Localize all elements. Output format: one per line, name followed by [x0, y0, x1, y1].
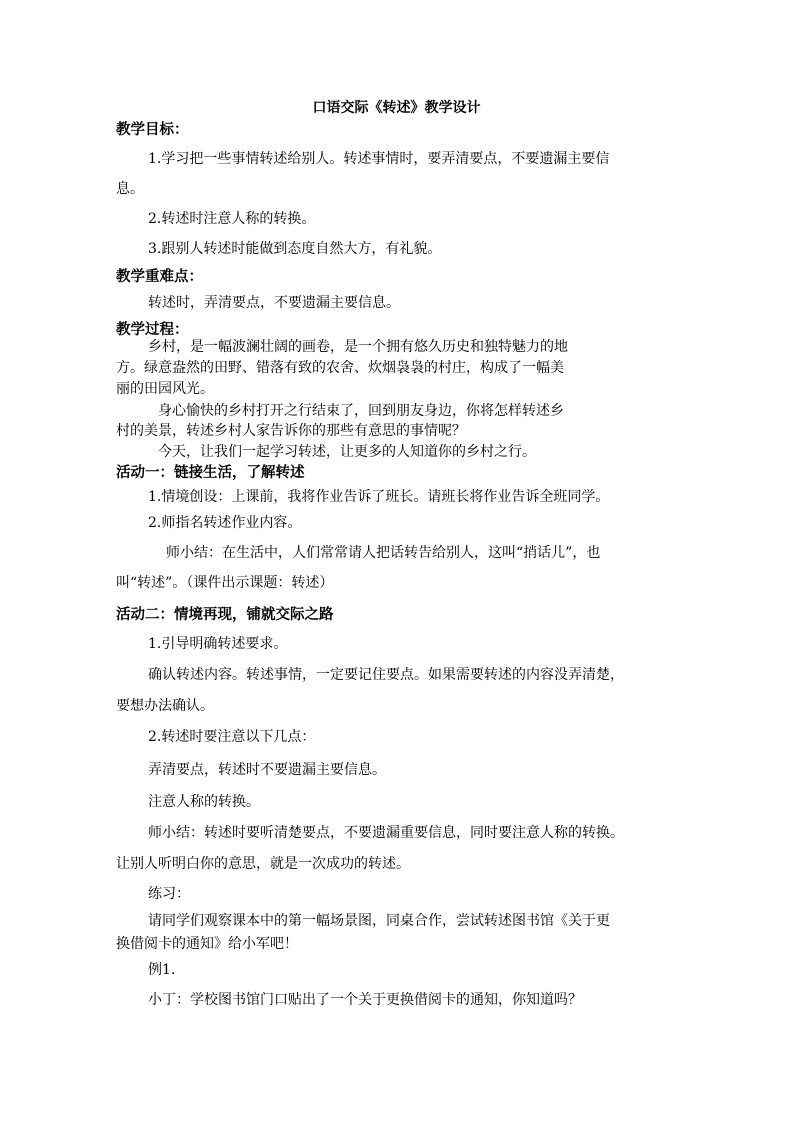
goal-2: 2.转述时注意人称的转换。	[148, 211, 316, 227]
key-points-text: 转述时，弄清要点，不要遗漏主要信息。	[148, 295, 400, 311]
intro-1-line-1: 乡村，是一幅波澜壮阔的画卷，是一个拥有悠久历史和独特魅力的地	[148, 339, 568, 355]
goal-1-line-1: 1.学习把一些事情转述给别人。转述事情时，要弄清要点，不要遗漏主要信	[148, 151, 610, 167]
goal-1-line-2: 息。	[116, 181, 144, 197]
document-title: 口语交际《转述》教学设计	[312, 100, 481, 116]
practice-text-line-2: 换借阅卡的通知》给小军吧！	[116, 936, 298, 952]
practice-label: 练习：	[148, 886, 190, 902]
activity-1-step-1: 1.情境创设：上课前，我将作业告诉了班长。请班长将作业告诉全班同学。	[148, 489, 610, 505]
activity-2-step-1: 1.引导明确转述要求。	[148, 636, 288, 652]
activity-2-point-1: 弄清要点，转述时不要遗漏主要信息。	[148, 762, 386, 778]
activity-2-step-2: 2.转述时要注意以下几点：	[148, 729, 316, 745]
goal-3: 3.跟别人转述时能做到态度自然大方，有礼貌。	[148, 241, 442, 257]
intro-3: 今天，让我们一起学习转述，让更多的人知道你的乡村之行。	[158, 444, 536, 460]
section-heading-goals: 教学目标：	[116, 122, 189, 138]
intro-2-line-2: 村的美景，转述乡村人家告诉你的那些有意思的事情呢？	[116, 423, 466, 439]
activity-2-summary-line-2: 让别人听明白你的意思，就是一次成功的转述。	[116, 856, 410, 872]
activity-1-summary-line-1: 师小结：在生活中，人们常常请人把话转告给别人，这叫“捎话儿”，也	[166, 545, 601, 561]
activity-2-point-2: 注意人称的转换。	[148, 794, 260, 810]
example-label: 例1.	[148, 962, 176, 978]
intro-2-line-1: 身心愉快的乡村打开之行结束了，回到朋友身边，你将怎样转述乡	[158, 403, 564, 419]
intro-1-line-2: 方。绿意盎然的田野、错落有致的农舍、炊烟袅袅的村庄，构成了一幅美	[116, 360, 564, 376]
dialog-line-1: 小丁：学校图书馆门口贴出了一个关于更换借阅卡的通知，你知道吗？	[148, 992, 582, 1008]
intro-1-line-3: 丽的田园风光。	[116, 381, 214, 397]
activity-1-summary-line-2: 叫“转述”。（课件出示课题：转述）	[116, 575, 334, 591]
activity-2-confirm-line-1: 确认转述内容。转述事情，一定要记住要点。如果需要转述的内容没弄清楚，	[148, 667, 624, 683]
practice-text-line-1: 请同学们观察课本中的第一幅场景图，同桌合作，尝试转述图书馆《关于更	[148, 913, 610, 929]
activity-2-summary-line-1: 师小结：转述时要听清楚要点，不要遗漏重要信息，同时要注意人称的转换。	[148, 825, 624, 841]
section-heading-key-points: 教学重难点：	[116, 269, 203, 285]
section-heading-process: 教学过程：	[116, 322, 189, 338]
activity-1-heading: 活动一：链接生活，了解转述	[116, 465, 305, 481]
activity-2-confirm-line-2: 要想办法确认。	[116, 698, 214, 714]
activity-2-heading: 活动二：情境再现，铺就交际之路	[116, 607, 334, 623]
activity-1-step-2: 2.师指名转述作业内容。	[148, 515, 302, 531]
